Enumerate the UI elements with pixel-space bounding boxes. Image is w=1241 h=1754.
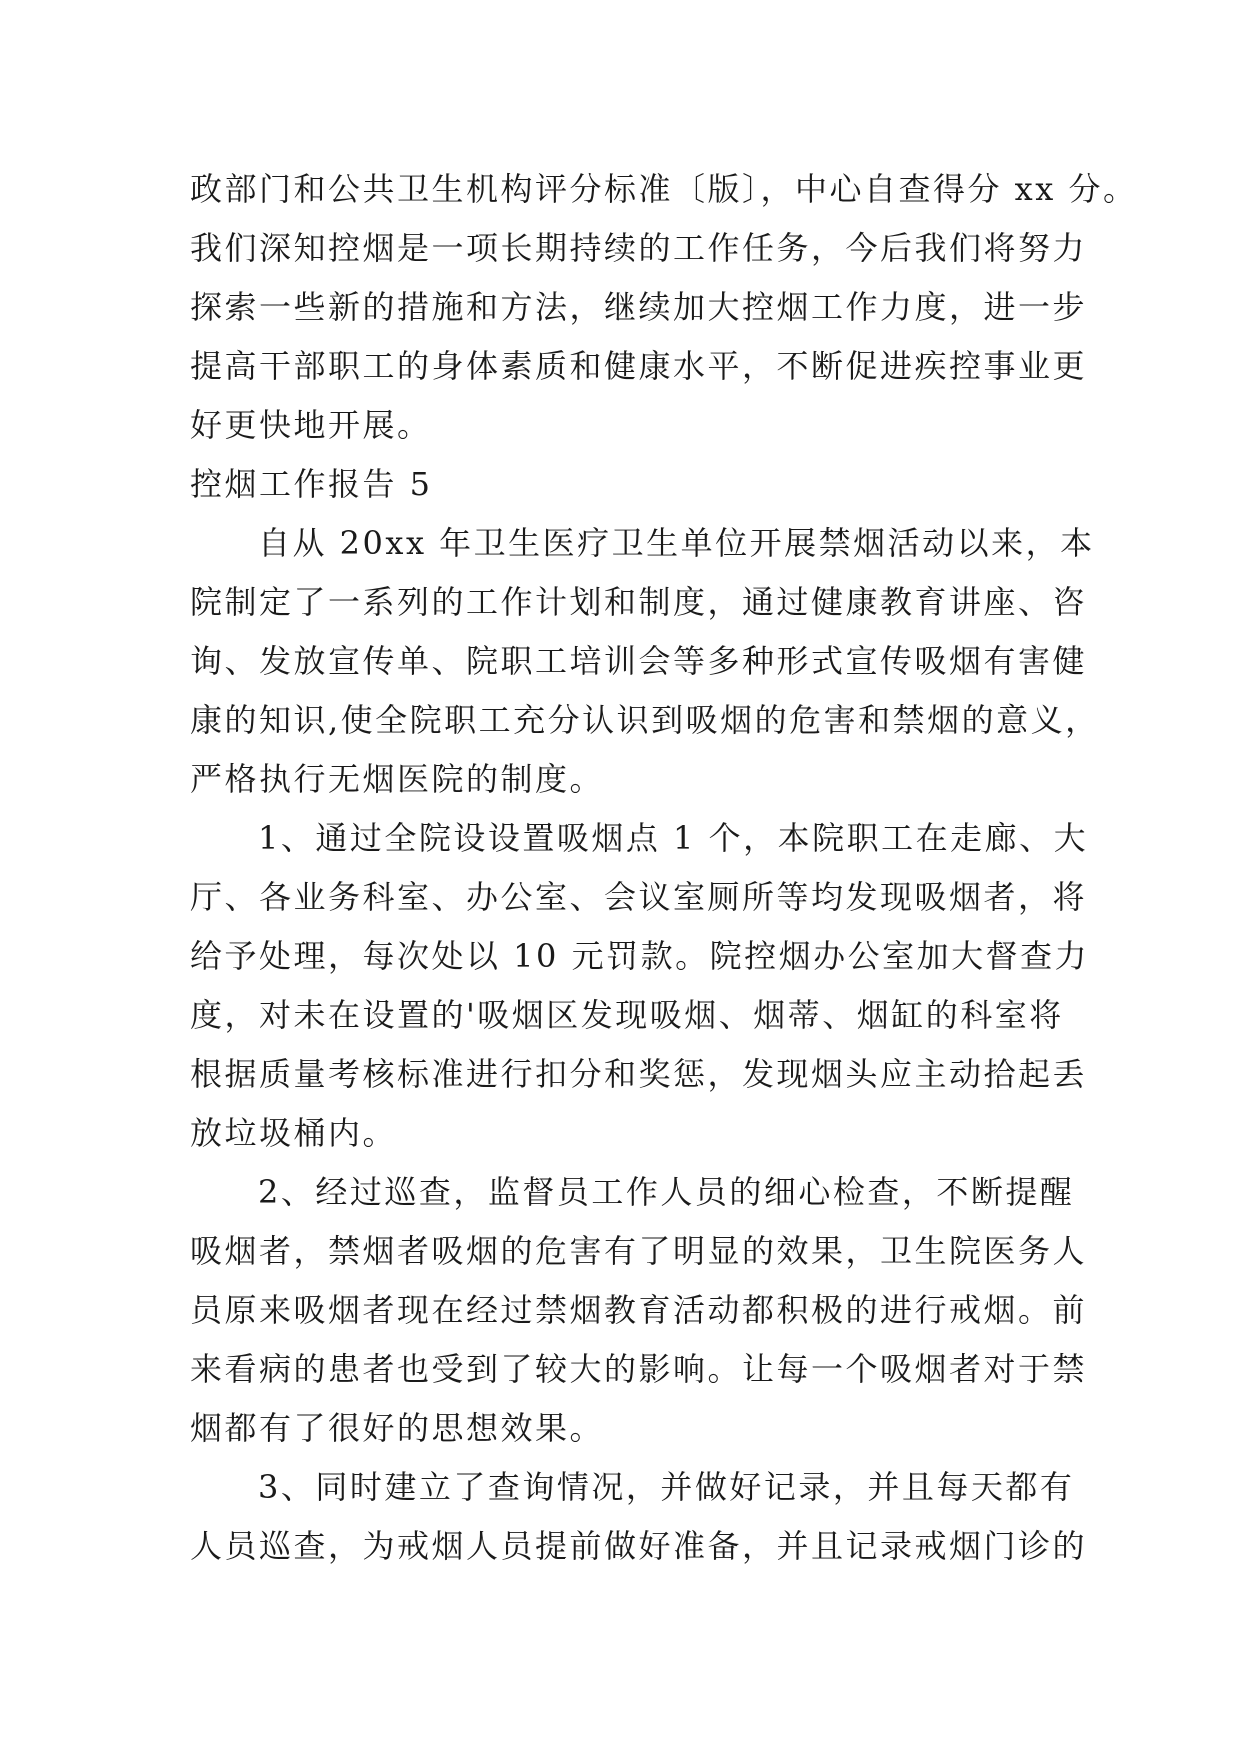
text-line: 人员巡查，为戒烟人员提前做好准备，并且记录戒烟门诊的 — [190, 1527, 1088, 1565]
text-line: 员原来吸烟者现在经过禁烟教育活动都积极的进行戒烟。前 — [190, 1291, 1088, 1329]
item-2-paragraph — [190, 1163, 1088, 1458]
section-heading: 控烟工作报告 5 — [190, 465, 433, 503]
document-page — [190, 160, 1138, 1576]
text-line: 3、同时建立了查询情况，并做好记录，并且每天都有 — [258, 1468, 1075, 1506]
text-line: 院制定了一系列的工作计划和制度，通过健康教育讲座、咨 — [190, 583, 1088, 621]
text-line: 1、通过全院设设置吸烟点 1 个，本院职工在走廊、大 — [258, 819, 1089, 857]
text-line: 厅、各业务科室、办公室、会议室厕所等均发现吸烟者，将 — [190, 878, 1088, 916]
text-line: 政部门和公共卫生机构评分标准〔版〕，中心自查得分 xx 分。 — [190, 170, 1138, 208]
text-line: 2、经过巡查，监督员工作人员的细心检查，不断提醒 — [258, 1173, 1075, 1211]
item-1-paragraph — [190, 809, 1090, 1163]
text-line: 康的知识,使全院职工充分认识到吸烟的危害和禁烟的意义， — [190, 701, 1100, 739]
item-3-paragraph — [190, 1458, 1088, 1576]
text-line: 度，对未在设置的'吸烟区发现吸烟、烟蒂、烟缸的科室将 — [190, 996, 1064, 1034]
text-line: 给予处理，每次处以 10 元罚款。院控烟办公室加大督查力 — [190, 937, 1090, 975]
text-line: 根据质量考核标准进行扣分和奖惩，发现烟头应主动拾起丢 — [190, 1055, 1088, 1093]
text-line: 我们深知控烟是一项长期持续的工作任务，今后我们将努力 — [190, 229, 1088, 267]
text-line: 来看病的患者也受到了较大的影响。让每一个吸烟者对于禁 — [190, 1350, 1088, 1388]
text-line: 严格执行无烟医院的制度。 — [190, 760, 605, 798]
continuation-paragraph — [190, 160, 1138, 455]
text-line: 询、发放宣传单、院职工培训会等多种形式宣传吸烟有害健 — [190, 642, 1088, 680]
text-line: 烟都有了很好的思想效果。 — [190, 1409, 605, 1447]
text-line: 探索一些新的措施和方法，继续加大控烟工作力度，进一步 — [190, 288, 1088, 326]
text-line: 自从 20xx 年卫生医疗卫生单位开展禁烟活动以来，本 — [258, 524, 1095, 562]
text-line: 吸烟者，禁烟者吸烟的危害有了明显的效果，卫生院医务人 — [190, 1232, 1088, 1270]
text-line: 放垃圾桶内。 — [190, 1114, 398, 1152]
text-line: 提高干部职工的身体素质和健康水平，不断促进疾控事业更 — [190, 347, 1088, 385]
intro-paragraph — [190, 514, 1100, 809]
text-line: 好更快地开展。 — [190, 406, 432, 444]
